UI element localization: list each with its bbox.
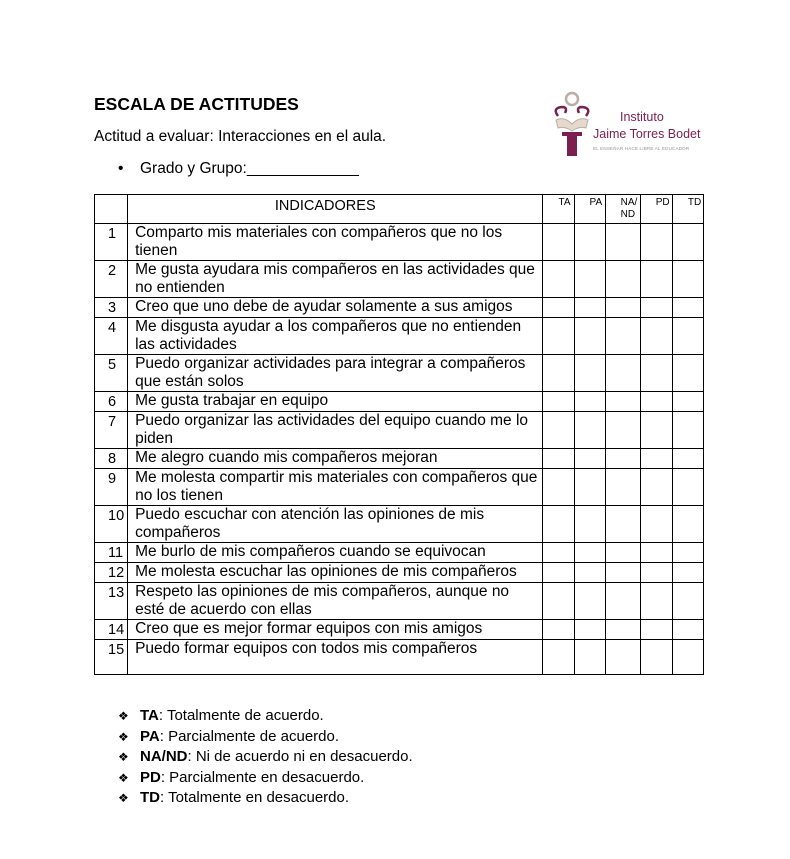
table-row — [95, 392, 704, 412]
rating-cell-na-nd[interactable] — [605, 412, 640, 449]
rating-cell-ta[interactable] — [543, 355, 574, 392]
grade-group-field — [118, 160, 359, 178]
indicator-text: Puedo escuchar con atención las opiniones de mis compañeros — [135, 506, 485, 541]
indicator-text: Me molesta escuchar las opiniones de mis compañeros — [135, 563, 517, 580]
rating-cell-td[interactable] — [672, 261, 703, 298]
row-number-cell — [95, 449, 128, 469]
rating-cell-pd[interactable] — [640, 412, 672, 449]
diamond-bullet-icon: ❖ — [118, 770, 129, 785]
row-number: 12 — [108, 565, 125, 581]
header-ta — [543, 195, 574, 224]
indicator-text: Me gusta ayudara mis compañeros en las actividades que no entienden — [135, 261, 535, 296]
header-number-cell — [95, 195, 128, 224]
rating-cell-pd[interactable] — [640, 392, 672, 412]
rating-cell-na-nd[interactable] — [605, 620, 640, 640]
rating-cell-pa[interactable] — [574, 412, 605, 449]
indicator-cell — [128, 543, 543, 563]
rating-cell-pd[interactable] — [640, 563, 672, 583]
indicator-cell — [128, 224, 543, 261]
row-number: 11 — [108, 545, 124, 561]
header-pa-label: PA — [589, 197, 603, 208]
rating-cell-pa[interactable] — [574, 640, 605, 675]
rating-cell-pd[interactable] — [640, 355, 672, 392]
row-number-cell — [95, 469, 128, 506]
rating-cell-pd[interactable] — [640, 543, 672, 563]
header-na-nd-label: NA/ ND — [620, 197, 638, 220]
table-row — [95, 224, 704, 261]
rating-cell-pd[interactable] — [640, 449, 672, 469]
indicator-text: Puedo organizar actividades para integrar a compañeros que están solos — [135, 355, 526, 390]
logo-emblem-icon — [550, 90, 594, 158]
rating-cell-na-nd[interactable] — [605, 355, 640, 392]
header-indicators — [128, 195, 543, 224]
rating-cell-td[interactable] — [672, 449, 703, 469]
row-number-cell — [95, 620, 128, 640]
header-indicators-label: INDICADORES — [274, 198, 376, 214]
diamond-bullet-icon: ❖ — [118, 709, 129, 723]
logo-name-line1: Instituto — [620, 110, 664, 124]
legend-abbr: PD — [140, 768, 161, 786]
rating-cell-na-nd[interactable] — [605, 392, 640, 412]
table-row — [95, 449, 704, 469]
row-number: 4 — [108, 320, 117, 336]
rating-cell-pd[interactable] — [640, 640, 672, 675]
diamond-bullet-icon: ❖ — [118, 729, 129, 744]
legend-desc: : Ni de acuerdo ni en desacuerdo. — [187, 748, 413, 765]
rating-cell-ta[interactable] — [543, 620, 574, 640]
rating-cell-pa[interactable] — [574, 392, 605, 412]
table-row — [95, 469, 704, 506]
legend-item — [118, 706, 413, 727]
table-row — [95, 583, 704, 620]
rating-cell-td[interactable] — [672, 640, 703, 675]
table-row — [95, 640, 704, 675]
rating-cell-pd[interactable] — [640, 583, 672, 620]
rating-cell-ta[interactable] — [543, 506, 574, 543]
legend-desc: : Parcialmente en desacuerdo. — [160, 768, 365, 786]
row-number-cell — [95, 506, 128, 543]
indicator-text: Puedo organizar las actividades del equipo cuando me lo piden — [135, 412, 529, 447]
rating-cell-td[interactable] — [672, 620, 703, 640]
rating-cell-ta[interactable] — [543, 392, 574, 412]
rating-cell-ta[interactable] — [543, 469, 574, 506]
row-number-cell — [95, 224, 128, 261]
rating-cell-ta[interactable] — [543, 261, 574, 298]
attitude-subtitle: Actitud a evaluar: Interacciones en el aula. — [94, 128, 387, 145]
row-number-cell — [95, 543, 128, 563]
row-number: 15 — [108, 642, 125, 658]
rating-cell-td[interactable] — [672, 298, 703, 318]
row-number: 10 — [108, 508, 125, 524]
indicator-text: Respeto las opiniones de mis compañeros, aunque no esté de acuerdo con ellas — [135, 583, 510, 618]
rating-cell-na-nd[interactable] — [605, 261, 640, 298]
row-number: 5 — [108, 357, 117, 373]
indicator-cell — [128, 620, 543, 640]
indicator-cell — [128, 412, 543, 449]
rating-cell-pd[interactable] — [640, 506, 672, 543]
rating-cell-td[interactable] — [672, 392, 703, 412]
rating-cell-pa[interactable] — [574, 583, 605, 620]
header-td-label: TD — [687, 197, 702, 208]
indicator-cell — [128, 392, 543, 412]
rating-cell-na-nd[interactable] — [605, 506, 640, 543]
row-number-cell — [95, 355, 128, 392]
rating-cell-td[interactable] — [672, 469, 703, 506]
rating-cell-ta[interactable] — [543, 543, 574, 563]
header-pd-label: PD — [655, 197, 670, 208]
rating-cell-td[interactable] — [672, 355, 703, 392]
rating-cell-pa[interactable] — [574, 620, 605, 640]
indicator-text: Me gusta trabajar en equipo — [135, 392, 329, 409]
rating-cell-pa[interactable] — [574, 563, 605, 583]
indicator-text: Creo que uno debe de ayudar solamente a sus amigos — [135, 298, 513, 315]
diamond-bullet-icon: ❖ — [118, 750, 129, 764]
rating-cell-na-nd[interactable] — [605, 583, 640, 620]
table-row — [95, 412, 704, 449]
rating-cell-na-nd[interactable] — [605, 298, 640, 318]
institute-logo — [550, 90, 710, 158]
diamond-bullet-icon: ❖ — [118, 791, 129, 805]
indicator-cell — [128, 506, 543, 543]
legend-item — [118, 747, 413, 768]
header-td — [672, 195, 703, 224]
legend-desc: : Parcialmente de acuerdo. — [159, 727, 340, 745]
row-number-cell — [95, 583, 128, 620]
row-number: 14 — [108, 622, 125, 638]
rating-cell-pd[interactable] — [640, 261, 672, 298]
rating-cell-ta[interactable] — [543, 449, 574, 469]
grade-group-label: Grado y Grupo:_____________ — [140, 160, 359, 177]
indicator-text: Me burlo de mis compañeros cuando se equivocan — [135, 543, 486, 560]
rating-cell-na-nd[interactable] — [605, 543, 640, 563]
rating-cell-ta[interactable] — [543, 298, 574, 318]
rating-cell-pa[interactable] — [574, 506, 605, 543]
rating-cell-pd[interactable] — [640, 298, 672, 318]
indicator-cell — [128, 261, 543, 298]
table-row — [95, 298, 704, 318]
rating-cell-pa[interactable] — [574, 224, 605, 261]
rating-cell-pd[interactable] — [640, 318, 672, 355]
rating-cell-td[interactable] — [672, 318, 703, 355]
rating-cell-na-nd[interactable] — [605, 640, 640, 675]
header-pd — [640, 195, 672, 224]
indicator-text: Me disgusta ayudar a los compañeros que no entienden las actividades — [135, 318, 522, 353]
rating-cell-pa[interactable] — [574, 261, 605, 298]
table-header-row — [95, 195, 704, 224]
table-row — [95, 620, 704, 640]
rating-cell-pa[interactable] — [574, 449, 605, 469]
rating-cell-pd[interactable] — [640, 620, 672, 640]
row-number-cell — [95, 412, 128, 449]
row-number-cell — [95, 298, 128, 318]
row-number: 9 — [108, 471, 117, 487]
legend-item — [118, 727, 413, 748]
indicator-cell — [128, 449, 543, 469]
rating-cell-pa[interactable] — [574, 543, 605, 563]
rating-cell-na-nd[interactable] — [605, 449, 640, 469]
rating-cell-td[interactable] — [672, 224, 703, 261]
rating-cell-ta[interactable] — [543, 640, 574, 675]
bullet-icon: • — [118, 160, 124, 177]
row-number: 6 — [108, 394, 117, 410]
indicator-text: Comparto mis materiales con compañeros que no los tienen — [135, 224, 503, 259]
row-number: 8 — [108, 451, 117, 467]
rating-cell-td[interactable] — [672, 543, 703, 563]
legend-abbr: TA — [140, 707, 159, 724]
row-number: 3 — [108, 300, 117, 316]
rating-cell-td[interactable] — [672, 412, 703, 449]
indicator-text: Me alegro cuando mis compañeros mejoran — [135, 449, 438, 466]
logo-tagline: EL ENSEÑAR HACE LIBRE AL EDUCADOR — [593, 146, 690, 151]
indicator-text: Puedo formar equipos con todos mis compañeros — [135, 640, 478, 657]
header-na-nd — [605, 195, 640, 224]
rating-cell-td[interactable] — [672, 563, 703, 583]
legend-list — [118, 706, 413, 809]
rating-cell-ta[interactable] — [543, 583, 574, 620]
indicator-cell — [128, 355, 543, 392]
rating-cell-pa[interactable] — [574, 298, 605, 318]
row-number-cell — [95, 392, 128, 412]
header-ta-label: TA — [558, 197, 571, 208]
table-row — [95, 355, 704, 392]
logo-name-line2: Jaime Torres Bodet — [593, 127, 701, 141]
indicator-cell — [128, 298, 543, 318]
rating-cell-pa[interactable] — [574, 318, 605, 355]
legend-desc: : Totalmente en desacuerdo. — [160, 789, 350, 806]
legend-desc: : Totalmente de acuerdo. — [158, 707, 324, 724]
legend-item — [118, 788, 413, 809]
document-title: ESCALA DE ACTITUDES — [94, 94, 299, 114]
rating-cell-ta[interactable] — [543, 318, 574, 355]
table-row — [95, 506, 704, 543]
rating-cell-pd[interactable] — [640, 469, 672, 506]
row-number: 7 — [108, 414, 117, 430]
row-number: 13 — [108, 585, 125, 601]
rating-cell-td[interactable] — [672, 583, 703, 620]
indicator-cell — [128, 640, 543, 675]
legend-abbr: NA/ND — [140, 748, 188, 765]
legend-item — [118, 768, 413, 789]
table-row — [95, 318, 704, 355]
row-number-cell — [95, 563, 128, 583]
rating-cell-pa[interactable] — [574, 469, 605, 506]
rating-cell-td[interactable] — [672, 506, 703, 543]
indicator-text: Me molesta compartir mis materiales con compañeros que no los tienen — [135, 469, 538, 504]
indicator-text: Creo que es mejor formar equipos con mis amigos — [135, 620, 483, 637]
row-number-cell — [95, 261, 128, 298]
rating-cell-ta[interactable] — [543, 412, 574, 449]
table-row — [95, 543, 704, 563]
indicator-cell — [128, 318, 543, 355]
rating-cell-ta[interactable] — [543, 563, 574, 583]
rating-cell-ta[interactable] — [543, 224, 574, 261]
rating-cell-na-nd[interactable] — [605, 318, 640, 355]
legend-abbr: PA — [140, 727, 160, 745]
rating-cell-na-nd[interactable] — [605, 224, 640, 261]
row-number-cell — [95, 318, 128, 355]
rating-cell-pd[interactable] — [640, 224, 672, 261]
indicator-cell — [128, 583, 543, 620]
indicator-cell — [128, 469, 543, 506]
rating-cell-na-nd[interactable] — [605, 469, 640, 506]
table-row — [95, 563, 704, 583]
legend-abbr: TD — [140, 789, 160, 806]
table-row — [95, 261, 704, 298]
attitude-scale-table — [94, 194, 704, 675]
row-number: 2 — [108, 263, 117, 279]
rating-cell-pa[interactable] — [574, 355, 605, 392]
rating-cell-na-nd[interactable] — [605, 563, 640, 583]
header-pa — [574, 195, 605, 224]
indicator-cell — [128, 563, 543, 583]
row-number-cell — [95, 640, 128, 675]
row-number: 1 — [108, 226, 117, 242]
